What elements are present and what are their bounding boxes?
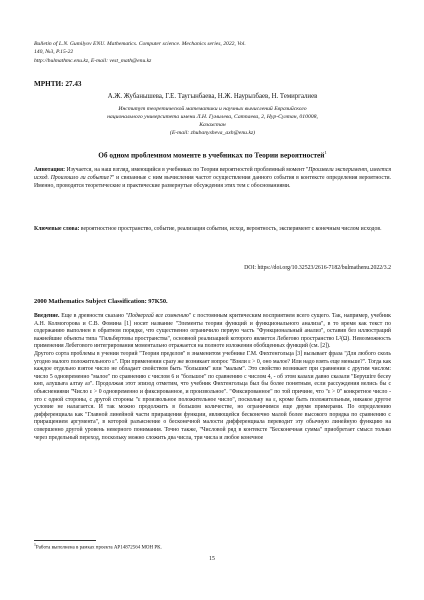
- keywords-text: вероятностное пространство, событие, реализация события, исход, вероятность, эксперимент с конечным числом исходов.: [79, 226, 382, 232]
- abstract-label: Аннотация:: [34, 167, 65, 173]
- intro-p1c: " с постоянным критическим восприятием всего сущего. Так, например, учебник А.Н. Колмогорова и С.В. Фомина [1] носит название "Элементы теории функций и функционального анализа", в то время как текст по содержанию выполнен в обратном порядке, что существенно ограничило первую часть "Функциональный анализ", оставив без иллюстраций важнейшие объекты типа "Гильбертовы пространства", основной реализацией которого является Лебегово пространство L²(Ω). Невозможность применения Лебегового интегрирования моментально отражается на полноте изложения обобщенных функций (см. [2]).: [34, 313, 391, 350]
- footnote-mark: 1: [34, 543, 36, 547]
- intro-p1a: Еще в древности сказано ": [59, 313, 128, 319]
- msc-classification: 2000 Mathematics Subject Classification: 97K50.: [34, 298, 168, 305]
- affiliation-email: (E-mail: zhubanysheva_axh@enu.kz): [169, 130, 256, 137]
- page-number: 15: [209, 556, 215, 562]
- keywords-label: Ключевые слова:: [34, 226, 80, 232]
- doi-link[interactable]: DOI: https://doi.org/10.32523/2616-7182/bulmathenu.2022/3.2: [244, 265, 391, 271]
- affiliation-line3: Казахстан: [199, 122, 226, 129]
- udc-code: МРНТИ: 27.43: [34, 80, 82, 88]
- journal-header-line2: 140, №3, P.15-22: [34, 49, 74, 56]
- abstract-part1: Изучается, на наш взгляд, имеющийся в учебниках по Теории вероятностей проблемный момент ": [65, 167, 309, 173]
- journal-header-line1: Bulletin of L.N. Gumilyov ENU. Mathematics. Computer science. Mechanics series, 2022, Vol.: [34, 41, 246, 47]
- footnote: [34, 543, 391, 551]
- affiliation-line1: Институт теоретической математики и научных вычислений Евразийского: [118, 106, 307, 112]
- keywords: [34, 225, 391, 233]
- journal-header: [34, 40, 391, 65]
- intro-paragraph-1: [34, 313, 391, 351]
- journal-header-line3: http://bulmathmc.enu.kz, E-mail: vest_math@enu.kz: [34, 57, 152, 64]
- title-footnote-mark: 1: [324, 150, 327, 155]
- affiliation: [34, 105, 391, 137]
- footnote-text: Работа выполнена в рамках проекта AP14872564 МОН РК.: [35, 545, 162, 551]
- introduction-section: [34, 313, 391, 442]
- paper-title: [34, 150, 391, 159]
- affiliation-line2: национального университета имени Л.Н. Гумилева, Сатпаева, 2, Нур-Султан, 010008,: [107, 114, 318, 121]
- intro-paragraph-2: Другого сорта проблемы в учении теорий "Теория пределов" в знаменитом учебнике Г.М. Фихтенгольца [3] вызывает фраза "Для любого сколь угодно малого положительного ε". При применении сразу же возникает вопрос "Взяли ε > 0, оно малое? Или надо взять еще меньше?". Тогда как каждое отдельно взятое число не обладает свойством быть "большим" или "малым". Это свойство возникает при сравнении с другим числом: число 5 одновременно "малое" по сравнению с числом 6 и "большое" по сравнению с числом 4, - об этом казахи давно сказали "Берушіге бесеу көп, алушыға алтау аз". Продолжая этот эпизод отметим, что учебник Фихтенгольца был бы более понятным, если рассуждения велись бы с объяснениями "Число ε > 0 одновременно и фиксированное, и произвольное". "Фиксированное" по той причине, что "ε > 0" конкретное число - это с одной стороны, с другой стороны "ε произвольное положительное число", поскольку на ε, кроме быть положительным, никакое другое условие не налагается. И так можно продолжить в большом количестве, но ограничимся еще двумя примерами. По определению дифференциала как "Главной линейной части приращения функции, являющейся бесконечно малой более высокого порядка по сравнению с приращением аргумента", в которой разъяснение о бесконечной малости дифференциала переводит эту обычную линейную функцию на совершенно другой уровень неверного понимания. Точно также, "Числовой ряд в контексте "Бесконечная сумма" приобретает смысл только через предельный переход, поскольку можно сложить два числа, три числа и любое конечное: [34, 350, 391, 441]
- abstract-quote: Произвели эксперимент, имеется исход. Произошло ли событие?: [34, 167, 391, 182]
- paper-title-text: Об одном проблемном моменте в учебниках по Теории вероятностей: [98, 150, 325, 160]
- abstract: [34, 166, 391, 191]
- footnote-divider: [34, 540, 96, 541]
- intro-quote: Подвергай все сомнению: [127, 313, 189, 319]
- authors: А.Ж. Жубанышева, Г.Е. Таугынбаева, Н.Ж. Наурызбаев, Н. Темиргалиев: [107, 93, 318, 100]
- abstract-part3: " и связанные с ним вычисления частот осуществления данного события в контексте определения вероятности. Именно, проводятся теоретические и практические развернутые обсуждения этих тем с обоснованиями.: [34, 175, 391, 190]
- intro-label: Введение.: [34, 313, 60, 319]
